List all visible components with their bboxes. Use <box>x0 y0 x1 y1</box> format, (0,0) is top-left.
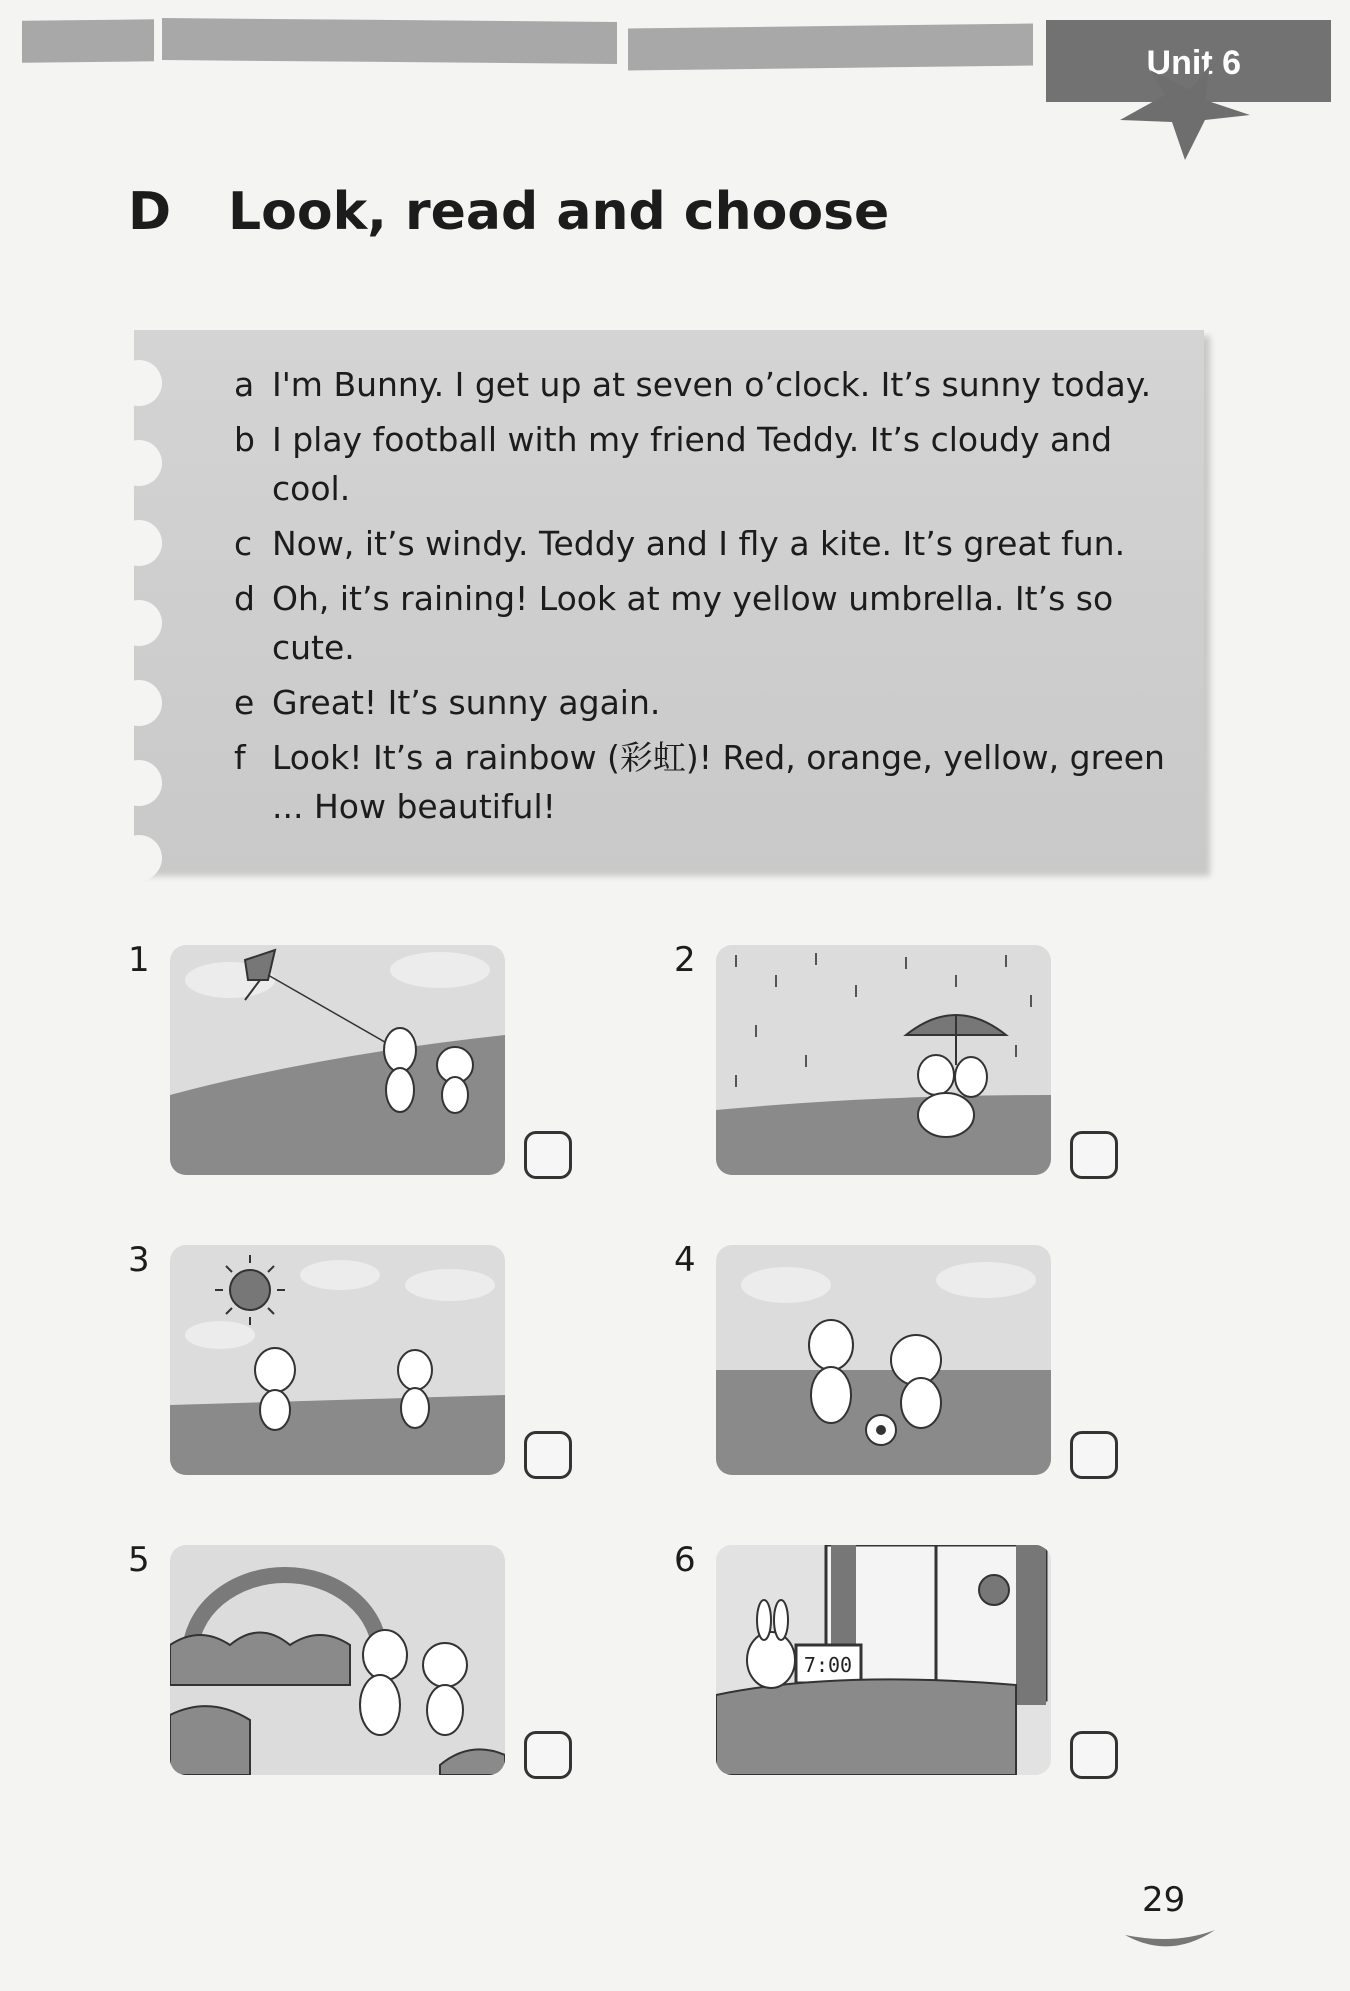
page-number: 29 <box>1142 1880 1186 1920</box>
clock-time: 7:00 <box>803 1653 853 1677</box>
sentence-letter: d <box>234 579 255 618</box>
picture-rain <box>716 945 1051 1175</box>
binder-hole <box>116 360 162 406</box>
sentence-text: Look! It’s a rainbow (彩虹)! Red, orange, yellow, green ... How beautiful! <box>272 738 1165 826</box>
binder-hole <box>116 440 162 486</box>
sentence-letter: e <box>234 683 255 722</box>
sentence-card <box>134 330 1204 870</box>
sentence-letter: f <box>234 738 246 777</box>
sentence-text: Great! It’s sunny again. <box>272 683 661 722</box>
page-swoosh-decoration <box>1125 1925 1215 1955</box>
sentence-text: Oh, it’s raining! Look at my yellow umbrella. It’s so cute. <box>272 579 1114 667</box>
sentence-letter: a <box>234 365 255 404</box>
sentence-text: I play football with my friend Teddy. It’s cloudy and cool. <box>272 420 1113 508</box>
answer-box[interactable] <box>1070 1431 1118 1479</box>
sentence-item <box>234 678 1184 727</box>
picture-rainbow <box>170 1545 505 1775</box>
sentence-text: I'm Bunny. I get up at seven o’clock. It’s sunny today. <box>272 365 1152 404</box>
picture-number: 4 <box>674 1240 696 1280</box>
sentence-item <box>234 360 1184 409</box>
picture-kite <box>170 945 505 1175</box>
picture-number: 3 <box>128 1240 150 1280</box>
header-bar-segment <box>162 18 617 64</box>
answer-box[interactable] <box>524 1431 572 1479</box>
picture-bedroom <box>716 1545 1051 1775</box>
section-title: Look, read and choose <box>228 182 890 242</box>
sentence-item <box>234 415 1184 513</box>
binder-hole <box>116 680 162 726</box>
section-letter: D <box>128 182 172 242</box>
leaf-icon <box>1110 60 1260 170</box>
picture-number: 6 <box>674 1540 696 1580</box>
answer-box[interactable] <box>1070 1731 1118 1779</box>
binder-hole <box>116 760 162 806</box>
unit-label: Unit 6 <box>1146 44 1241 82</box>
binder-hole <box>116 835 162 881</box>
answer-box[interactable] <box>524 1131 572 1179</box>
picture-number: 1 <box>128 940 150 980</box>
picture-number: 5 <box>128 1540 150 1580</box>
sentence-item <box>234 574 1184 672</box>
sentence-item <box>234 733 1184 831</box>
picture-football <box>716 1245 1051 1475</box>
sentence-list <box>234 360 1184 837</box>
answer-box[interactable] <box>524 1731 572 1779</box>
sentence-letter: c <box>234 524 253 563</box>
sentence-item <box>234 519 1184 568</box>
sentence-letter: b <box>234 420 255 459</box>
header-bar-segment <box>628 24 1033 71</box>
binder-hole <box>116 520 162 566</box>
sentence-text: Now, it’s windy. Teddy and I fly a kite. It’s great fun. <box>272 524 1126 563</box>
header-bar-segment <box>22 19 154 62</box>
section-heading <box>128 182 889 242</box>
binder-hole <box>116 600 162 646</box>
picture-number: 2 <box>674 940 696 980</box>
answer-box[interactable] <box>1070 1131 1118 1179</box>
picture-sunny <box>170 1245 505 1475</box>
